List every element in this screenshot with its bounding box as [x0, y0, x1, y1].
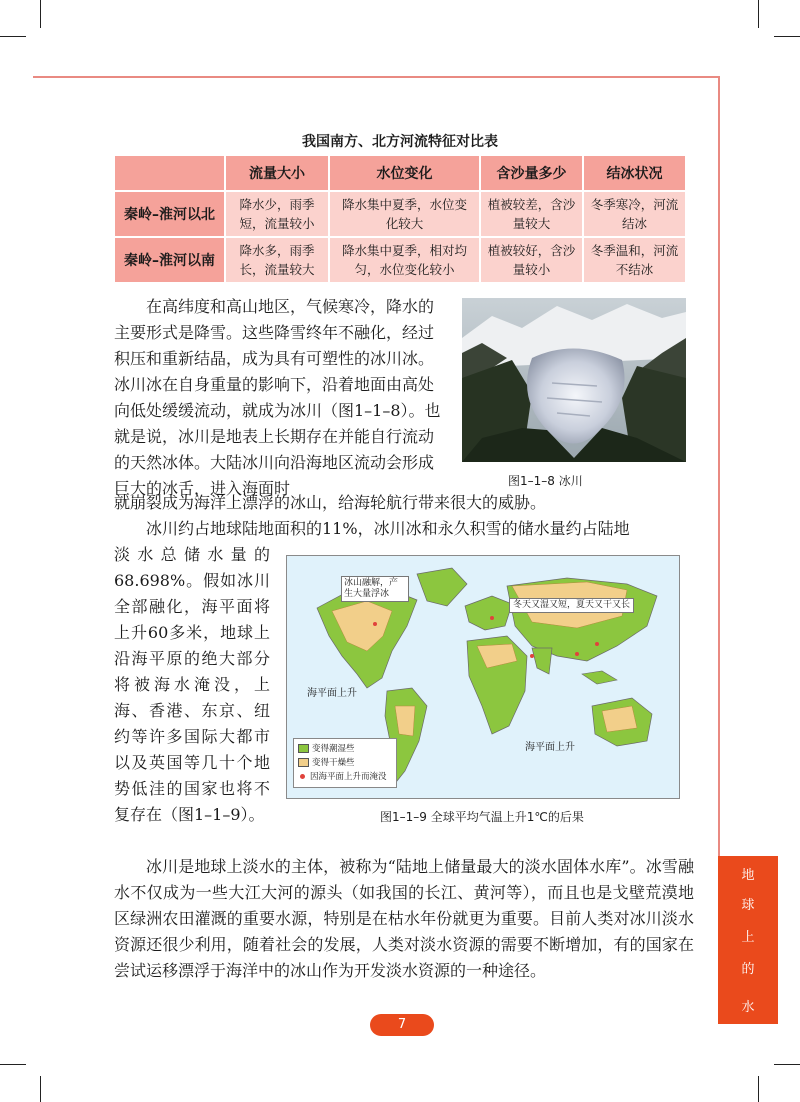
- table-cell: 降水集中夏季，相对均匀，水位变化较小: [329, 237, 480, 283]
- crop-mark: [774, 36, 800, 37]
- side-tab-char: 水: [741, 1000, 755, 1015]
- legend-label: 因海平面上升而淹没: [310, 772, 387, 782]
- figure-caption-glacier: 图1–1–8 冰川: [508, 474, 583, 488]
- page-number: 7: [397, 1017, 407, 1032]
- map-label-sea-left: 海平面上升: [307, 688, 357, 699]
- paragraph-freshwater: 冰川是地球上淡水的主体，被称为“陆地上储量最大的淡水固体水库”。冰雪融水不仅成为一些大江大河的源头（如我国的长江、黄河等），而且也是戈壁荒漠地区绿洲农田灌溉的重要水源，特别是在枯水年份就更为重要。目前人类对冰川淡水资源还很少利用，随着社会的发展，人类对淡水资源的需要不断增加，有的国家在尝试运移漂浮于海洋中的冰山作为开发淡水资源的一种途径。: [114, 857, 694, 980]
- paragraph-glacier: 在高纬度和高山地区，气候寒冷，降水的主要形式是降雪。这些降雪终年不融化，经过积压和重新结晶，成为具有可塑性的冰川冰。冰川冰在自身重量的影响下，沿着地面由高处向低处缓缓流动，就成为冰川（图1–1–8）。也就是说，冰川是地表上长期存在并能自行流动的天然冰体。大陆冰川向沿海地区流动会形成巨大的冰舌，进入海面时: [114, 297, 441, 498]
- chapter-side-tab: [718, 856, 778, 1024]
- table-row-label: 秦岭–淮河以南: [114, 237, 225, 283]
- side-tab-char: 球: [741, 898, 755, 913]
- table-title: 我国南方、北方河流特征对比表: [302, 134, 498, 150]
- table-row-label: 秦岭–淮河以北: [114, 191, 225, 237]
- glacier-illustration: [462, 298, 686, 462]
- map-label-winter: 冬天又湿又短，夏天又干又长: [509, 598, 634, 613]
- legend-label: 变得干燥些: [312, 758, 355, 768]
- table-cell: 降水少，雨季短，流量较小: [225, 191, 329, 237]
- crop-mark: [758, 1076, 759, 1102]
- side-tab-char: 的: [741, 962, 755, 977]
- table-cell: 冬季温和，河流不结冰: [583, 237, 686, 283]
- crop-mark: [0, 36, 26, 37]
- legend-label: 变得潮湿些: [312, 744, 355, 754]
- table-cell: 植被较差，含沙量较大: [480, 191, 583, 237]
- crop-mark: [40, 1076, 41, 1102]
- legend-dot-flooded: [300, 774, 305, 779]
- table-header-cell: 结冰状况: [583, 155, 686, 191]
- crop-mark: [40, 0, 41, 28]
- map-legend: [293, 738, 397, 788]
- legend-item-wetter: [298, 742, 392, 756]
- table-cell: 降水集中夏季，水位变化较大: [329, 191, 480, 237]
- legend-item-flooded: [298, 770, 392, 784]
- map-label-sea-right: 海平面上升: [525, 742, 575, 753]
- crop-mark: [774, 1064, 800, 1065]
- legend-swatch-drier: [298, 758, 309, 767]
- paragraph-melting-start: 冰川约占地球陆地面积的11%，冰川冰和永久积雪的储水量约占陆地: [146, 519, 630, 538]
- table-header-corner: [114, 155, 225, 191]
- map-label-iceberg: 冰山融解，产生大量浮冰: [341, 576, 409, 602]
- paragraph-melting: 淡水总储水量的68.698%。假如冰川全部融化，海平面将上升60多米，地球上沿海平原的绝大部分将被海水淹没，上海、香港、东京、纽约等许多国际大都市以及英国等几十个地势低洼的国家也将不复存在（图1–1–9）。: [114, 545, 270, 824]
- table-row: [114, 191, 686, 237]
- table-cell: 降水多，雨季长，流量较大: [225, 237, 329, 283]
- figure-caption-map: 图1–1–9 全球平均气温上升1℃的后果: [380, 810, 584, 824]
- table-cell: 冬季寒冷，河流结冰: [583, 191, 686, 237]
- table-header-cell: 含沙量多少: [480, 155, 583, 191]
- page-frame-top: [33, 76, 719, 78]
- table-row: [114, 237, 686, 283]
- side-tab-char: 上: [741, 930, 755, 945]
- paragraph-glacier-end: 就崩裂成为海洋上漂浮的冰山，给海轮航行带来很大的威胁。: [114, 493, 547, 512]
- glacier-photo: [462, 298, 686, 462]
- side-tab-char: 地: [741, 868, 755, 883]
- comparison-table: [113, 154, 687, 284]
- crop-mark: [758, 0, 759, 28]
- table-header-cell: 水位变化: [329, 155, 480, 191]
- page-frame-right: [718, 76, 720, 876]
- world-map-figure: [286, 555, 680, 799]
- table-header-cell: 流量大小: [225, 155, 329, 191]
- crop-mark: [0, 1064, 26, 1065]
- legend-item-drier: [298, 756, 392, 770]
- table-header-row: [114, 155, 686, 191]
- table-cell: 植被较好，含沙量较小: [480, 237, 583, 283]
- legend-swatch-wetter: [298, 744, 309, 753]
